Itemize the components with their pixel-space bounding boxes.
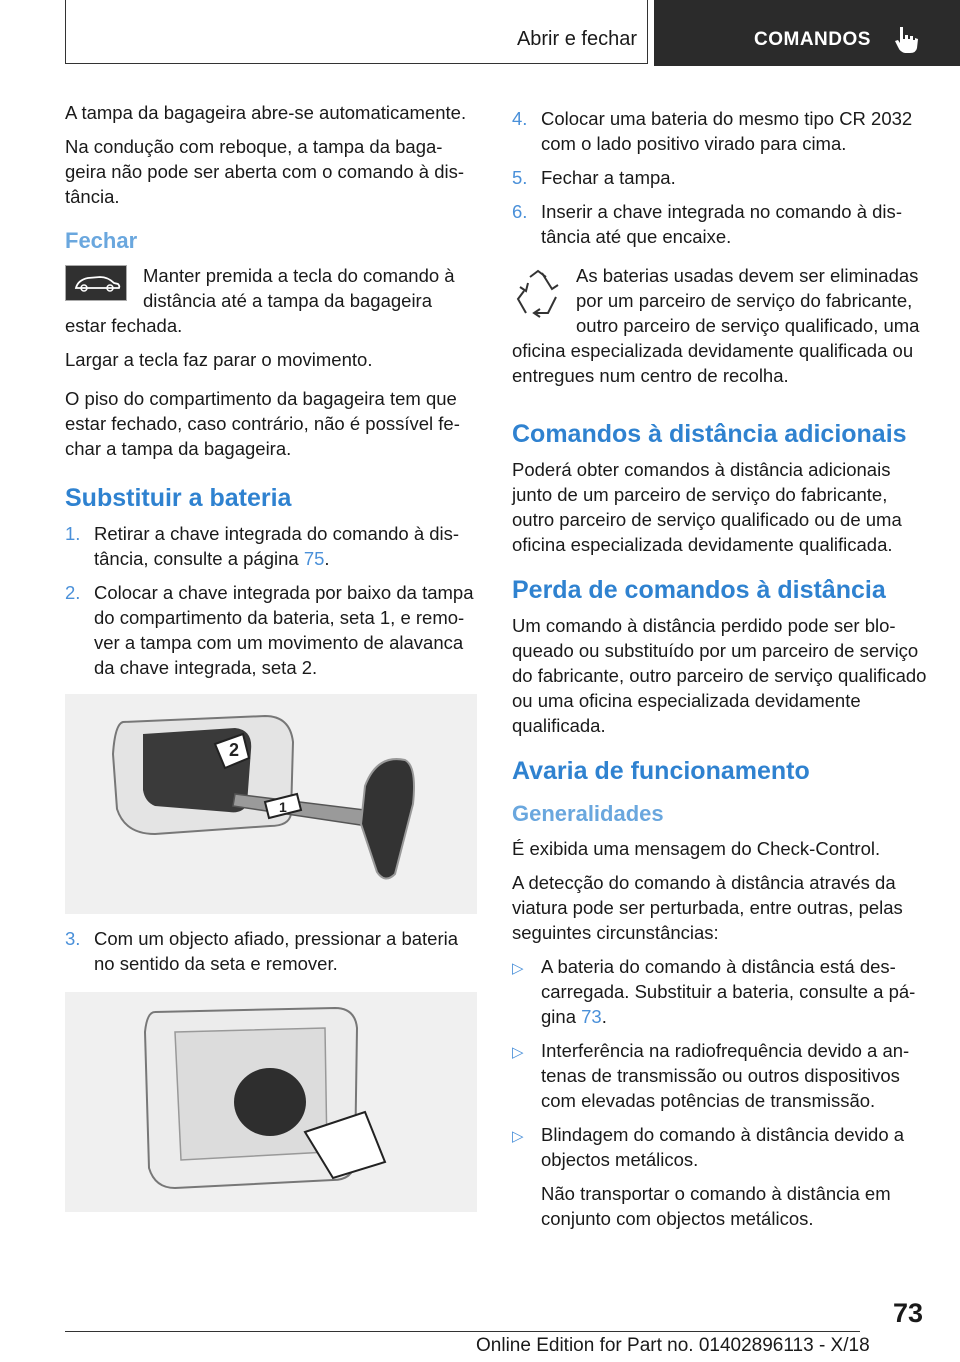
step-number: 3. <box>65 928 81 949</box>
arrow-label-2: 2 <box>229 740 240 760</box>
right-column <box>512 106 928 1240</box>
heading-substituir-bateria: Substituir a bateria <box>65 484 292 512</box>
footer-divider <box>65 1331 860 1332</box>
paragraph-auto-open: A tampa da bagageira abre-se automaticamente. <box>65 102 467 123</box>
arrow-label-1: 1 <box>279 799 287 815</box>
recycle-note-block <box>512 263 928 388</box>
header-section-title: Abrir e fechar <box>516 28 637 50</box>
heading-avaria: Avaria de funcionamento <box>512 757 810 785</box>
paragraph-release-key: Largar a tecla faz parar o movimento. <box>65 349 373 370</box>
battery-steps-list-cont <box>65 926 477 976</box>
bullet-subtext: Não transportar o comando à distância em conjunto com objectos metálicos. <box>541 1183 891 1229</box>
header-chapter-title: COMANDOS <box>754 29 871 50</box>
list-item <box>512 1122 928 1231</box>
list-item <box>512 106 928 156</box>
figure-remove-battery <box>65 992 477 1212</box>
key-cover-illustration <box>65 694 477 914</box>
bullet-triangle-icon: ▷ <box>512 1044 524 1061</box>
bullet-text: A bateria do comando à distância está descarregada. Substituir a bateria, consulte a página <box>541 956 916 1027</box>
battery-steps-list <box>65 521 477 680</box>
left-column <box>65 100 477 1224</box>
paragraph-trailer: Na condução com reboque, a tampa da bagageira não pode ser aberta com o comando à distância. <box>65 136 465 207</box>
tailgate-key-icon <box>65 265 127 301</box>
step-text: Inserir a chave integrada no comando à distância até que encaixe. <box>541 201 902 247</box>
paragraph-hold-key: Manter premida a tecla do comando à distância até a tampa da bagageira estar fechada. <box>65 265 455 336</box>
list-item <box>65 521 477 571</box>
battery-illustration <box>65 992 477 1212</box>
step-text: Fechar a tampa. <box>541 167 676 188</box>
recycle-note: As baterias usadas devem ser eliminadas por um parceiro de serviço do fabricante, outro parceiro de serviço qualificado, uma oficina especializada devidamente qualificada ou entregues num centro de recolha. <box>512 265 920 386</box>
list-item <box>512 199 928 249</box>
step-number: 1. <box>65 523 81 544</box>
header-section-box <box>65 0 648 64</box>
paragraph-perda: Um comando à distância perdido pode ser bloqueado ou substituído por um parceiro de serviço do fabricante, outro parceiro de serviço qualificado ou uma oficina especializada devidamente qualificada. <box>512 615 927 736</box>
battery-steps-list-right <box>512 106 928 249</box>
paragraph-adicionais: Poderá obter comandos à distância adicionais junto de um parceiro de serviço do fabricante, outro parceiro de serviço qualificado ou de uma oficina especializada devidamente qualificada. <box>512 459 902 555</box>
heading-perda-comandos: Perda de comandos à distância <box>512 576 886 604</box>
heading-comandos-adicionais: Comandos à distância adicionais <box>512 420 907 448</box>
step-text-end: . <box>324 548 330 569</box>
step-text: Colocar uma bateria do mesmo tipo CR 2032 com o lado positivo virado para cima. <box>541 108 913 154</box>
paragraph-floor-closed: O piso do compartimento da bagageira tem que estar fechado, caso contrário, não é possível fechar a tampa da bagageira. <box>65 388 460 459</box>
heading-generalidades: Generalidades <box>512 801 664 826</box>
page-link[interactable]: 73 <box>581 1006 602 1027</box>
bullet-text-end: . <box>601 1006 607 1027</box>
step-number: 5. <box>512 167 528 188</box>
header-chapter-tab <box>654 0 960 66</box>
circumstances-list <box>512 954 928 1231</box>
step-text: Com um objecto afiado, pressionar a bateria no sentido da seta e remover. <box>94 928 459 974</box>
bullet-text: Blindagem do comando à distância devido a objectos metálicos. <box>541 1124 905 1170</box>
page-link[interactable]: 75 <box>303 548 325 569</box>
list-item <box>512 1038 928 1113</box>
step-number: 6. <box>512 201 528 222</box>
bullet-triangle-icon: ▷ <box>512 1128 524 1145</box>
heading-fechar: Fechar <box>65 228 138 253</box>
step-text: Retirar a chave integrada do comando à distância, consulte a página <box>94 523 460 569</box>
footer-edition: Online Edition for Part no. 01402896113 - X/18 <box>476 1335 870 1356</box>
paragraph-check-control: É exibida uma mensagem do Check-Control. <box>512 838 881 859</box>
step-number: 4. <box>512 108 528 129</box>
page-number: 73 <box>893 1298 924 1328</box>
paragraph-deteccao: A detecção do comando à distância através da viatura pode ser perturbada, entre outras, pelas seguintes circunstâncias: <box>512 872 903 943</box>
list-item <box>65 580 477 680</box>
step-number: 2. <box>65 582 81 603</box>
step-text: Colocar a chave integrada por baixo da tampa do compartimento da bateria, seta 1, e remover a tampa com um movimento de alavanca da chave integrada, seta 2. <box>94 582 474 678</box>
figure-remove-cover <box>65 694 477 914</box>
bullet-text: Interferência na radiofrequência devido a antenas de transmissão ou outros dispositivos com elevadas potências de transmissão. <box>541 1040 910 1111</box>
pointing-hand-icon <box>894 24 920 54</box>
recycle-icon <box>512 267 564 325</box>
list-item <box>512 954 928 1029</box>
list-item <box>65 926 477 976</box>
bullet-triangle-icon: ▷ <box>512 960 524 977</box>
list-item <box>512 165 928 190</box>
